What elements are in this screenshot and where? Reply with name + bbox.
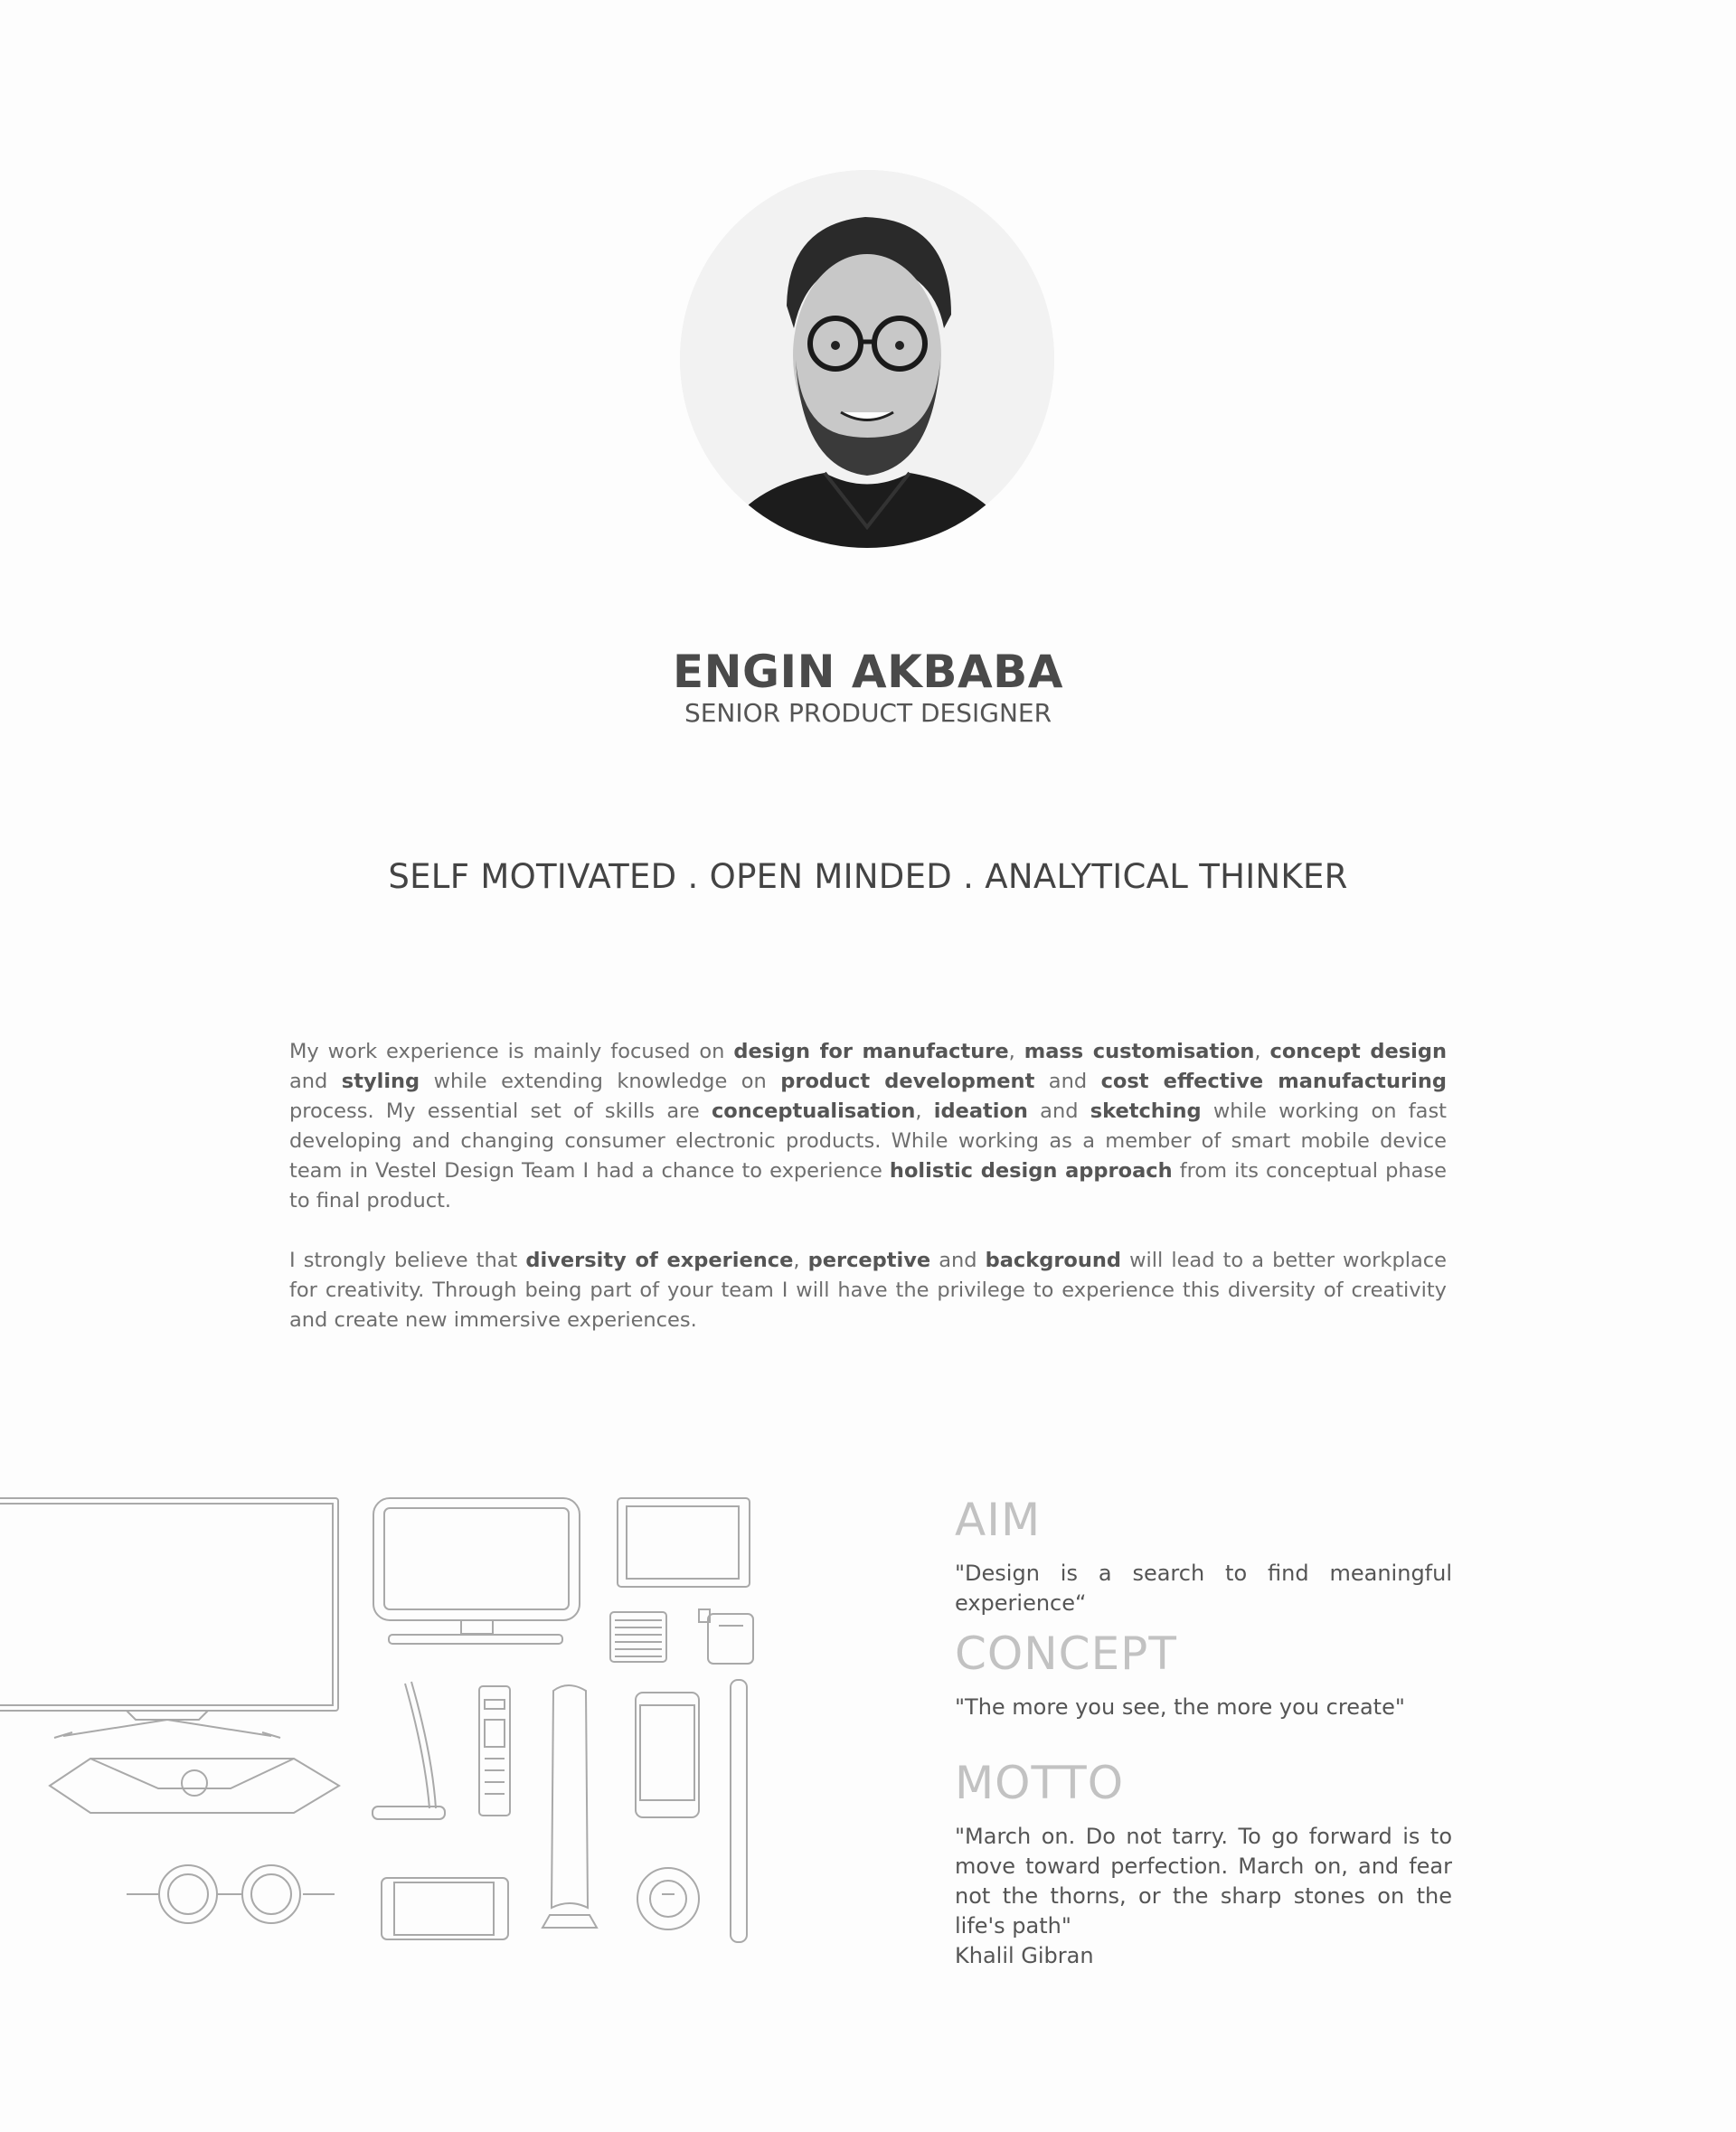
- smartphone-icon: [636, 1693, 699, 1817]
- highlight-term: holistic design approach: [889, 1159, 1173, 1183]
- motto-quote: "March on. Do not tarry. To go forward is to move toward perfection. March on, and fear not the thorns, or the sharp stones on the life's path": [955, 1824, 1452, 1939]
- highlight-term: styling: [341, 1070, 420, 1093]
- about-paragraph-2: I strongly believe that diversity of experience, perceptive and background will lead to a better workplace for creativity. Through being part of your team I will have the privilege to experience this diversity of creativity and create new immersive experiences.: [289, 1249, 1448, 1332]
- binocular-device-icon: [127, 1865, 335, 1923]
- highlight-term: background: [985, 1249, 1122, 1272]
- motto-title: MOTTO: [955, 1757, 1125, 1809]
- about-text: [289, 1037, 1447, 1365]
- highlight-term: diversity of experience: [525, 1249, 794, 1272]
- round-speaker-icon: [637, 1868, 699, 1929]
- aim-section: [955, 1494, 1452, 1618]
- motto-section: [955, 1757, 1452, 1971]
- tower-speaker-icon: [542, 1685, 597, 1928]
- concept-quote: "The more you see, the more you create": [955, 1694, 1405, 1720]
- motto-author: Khalil Gibran: [955, 1943, 1094, 1968]
- tagline: SELF MOTIVATED . OPEN MINDED . ANALYTICAL THINKER: [388, 857, 1348, 896]
- highlight-term: perceptive: [807, 1249, 931, 1272]
- phone-stand-icon: [373, 1682, 445, 1819]
- avatar: [680, 170, 1054, 548]
- highlight-term: sketching: [1090, 1099, 1202, 1123]
- about-paragraph-1: My work experience is mainly focused on design for manufacture, mass customisation, concept design and styling while extending knowledge on product development and cost effective manufacturing process. My essential set of skills are conceptualisation, ideation and sketching while working on fast developing and changing consumer electronic products. While working as a member of smart mobile device team in Vestel Design Team I had a chance to experience holistic design approach from its conceptual phase to final product.: [289, 1040, 1447, 1212]
- highlight-term: design for manufacture: [733, 1040, 1009, 1063]
- concept-title: CONCEPT: [955, 1627, 1177, 1680]
- tv-icon: [0, 1498, 338, 1738]
- monitor-icon: [373, 1498, 580, 1644]
- profile-name: ENGIN AKBABA: [673, 646, 1063, 698]
- portrait-photo: [680, 170, 1054, 548]
- vr-headset-icon: [50, 1759, 339, 1813]
- profile-role: SENIOR PRODUCT DESIGNER: [684, 698, 1052, 728]
- tablet-icon: [618, 1498, 750, 1587]
- highlight-term: product development: [780, 1070, 1035, 1093]
- highlight-term: mass customisation: [1024, 1040, 1255, 1063]
- phone-side-icon: [731, 1680, 747, 1942]
- highlight-term: ideation: [933, 1099, 1028, 1123]
- concept-section: [955, 1627, 1452, 1722]
- aim-title: AIM: [955, 1494, 1042, 1546]
- product-illustrations: [0, 1483, 778, 1953]
- highlight-term: cost effective manufacturing: [1100, 1070, 1447, 1093]
- landscape-phone-icon: [382, 1878, 508, 1939]
- highlight-term: concept design: [1269, 1040, 1447, 1063]
- highlight-term: conceptualisation: [711, 1099, 916, 1123]
- aim-quote: "Design is a search to find meaningful experience“: [955, 1561, 1452, 1616]
- speaker-grille-icon: [610, 1612, 666, 1662]
- small-device-icon: [699, 1609, 753, 1664]
- remote-control-icon: [479, 1686, 510, 1816]
